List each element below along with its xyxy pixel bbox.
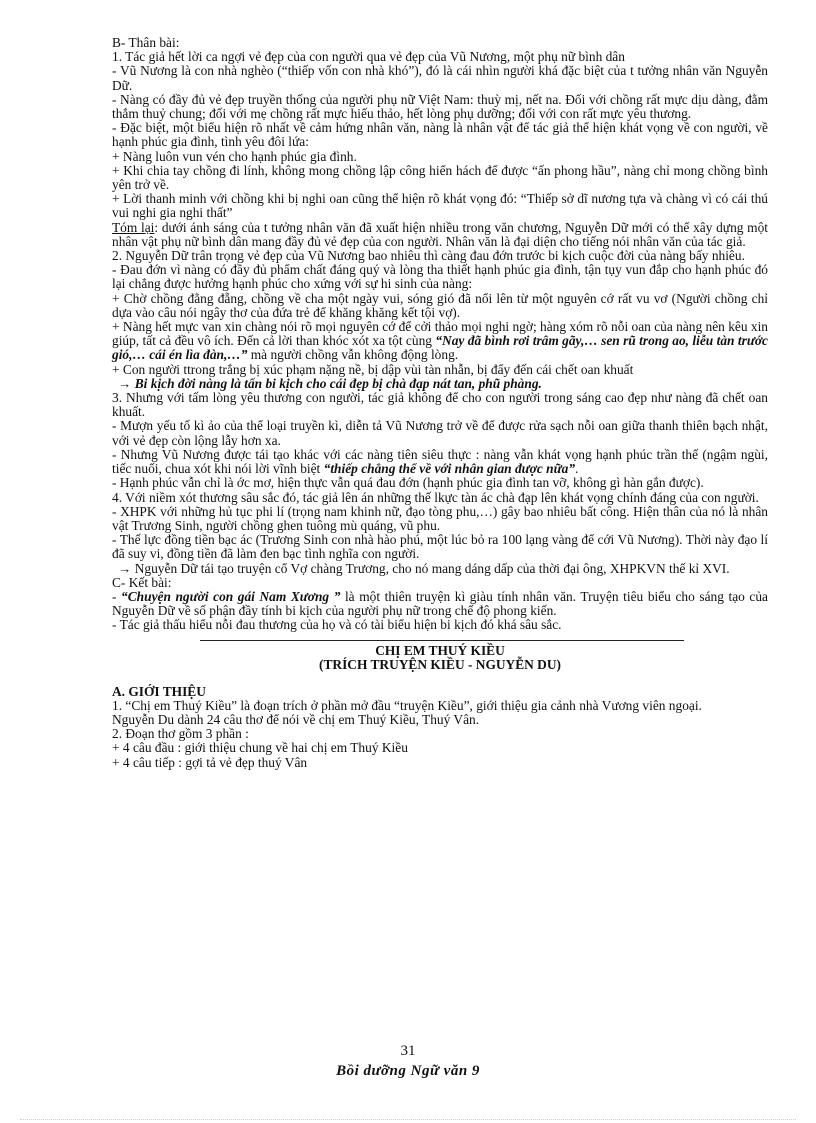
page-bottom-border (20, 1119, 796, 1120)
page-content (112, 36, 768, 770)
section-title-block (112, 644, 768, 673)
paragraph: - “Chuyện người con gái Nam Xương ” là một thiên truyện kì giàu tính nhân văn. Truyện tiêu biểu cho sáng tạo của Nguyễn Dữ về số phận đầy tính bi kịch của người phụ nữ trong chế độ phong kiến. (112, 588, 769, 619)
part-b-heading: B- Thân bài: (112, 35, 180, 50)
paragraph-text: - Nhưng Vũ Nương được tái tạo khác với các nàng tiên siêu thực : nàng vẫn khát vọng hạnh phúc trần thế (ngậm ngùi, tiếc nuối, chua xót khi nói lời vĩnh biệt (112, 446, 768, 477)
paragraph: - Thế lực đồng tiền bạc ác (Trương Sinh con nhà hào phú, một lúc bỏ ra 100 lạng vàng để cới Vũ Nương). Thời này đạo lí đã suy vi, đồng tiền đã làm đen bạc tình nghĩa con người. (112, 532, 768, 562)
paragraph: + Lời thanh minh với chồng khi bị nghi oan cũng thể hiện rõ khát vọng đó: “Thiếp sở dĩ nương tựa và chàng vì có cái thú vui nghi gia nghi thất” (112, 191, 768, 221)
paragraph: - Tác giả thấu hiểu nỗi đau thương của họ và có tài biểu hiện bi kịch đó khá sâu sắc. (112, 617, 562, 633)
paragraph: 2. Đoạn thơ gồm 3 phần : (112, 726, 249, 742)
right-arrow-icon: → (118, 375, 132, 391)
paragraph: - Vũ Nương là con nhà nghèo (“thiếp vốn con nhà khó”), đó là cái nhìn người khá đặc biệt của t tưởng nhân văn Nguyễn Dữ. (112, 63, 768, 93)
conclusion-line (112, 562, 768, 576)
right-arrow-icon: → (118, 560, 132, 576)
paragraph-text: . (575, 461, 579, 477)
paragraph: + Con người ttrong trắng bị xúc phạm nặng nề, bị dập vùi tàn nhẫn, bị đẩy đến cái chết oan khuất (112, 361, 634, 377)
summary-label: Tóm lại (112, 219, 155, 235)
section-subtitle: (TRÍCH TRUYỆN KIỀU - NGUYỄN DU) (319, 657, 561, 673)
paragraph (112, 320, 768, 363)
paragraph: Nguyễn Du dành 24 câu thơ để nói về chị em Thuý Kiều, Thuý Vân. (112, 711, 480, 727)
paragraph: + Khi chia tay chồng đi lính, không mong chồng lập công hiển hách để được “ấn phong hầu”, nàng chỉ mong chồng bình yên trở về. (112, 162, 768, 193)
conclusion-text: Bi kịch đời nàng là tấn bi kịch cho cái đẹp bị chà đạp nát tan, phũ phàng. (134, 375, 542, 391)
story-title: “Chuyện người con gái Nam Xương ” (121, 588, 341, 604)
paragraph: 4. Với niềm xót thương sâu sắc đó, tác giả lên án những thế lkực tàn ác chà đạp lên khát vọng chính đáng của con người. (112, 489, 759, 505)
section-title: CHỊ EM THUÝ KIỀU (375, 642, 505, 658)
paragraph (112, 448, 768, 476)
paragraph: - Mượn yếu tố kì ảo của thể loại truyền kì, diễn tả Vũ Nương trở về để được rửa sạch nỗi oan giữa thanh thiên bạch nhật, với vẻ đẹp còn lộng lẫy hơn xa. (112, 418, 768, 448)
paragraph: + Nàng luôn vun vén cho hạnh phúc gia đình. (112, 148, 357, 164)
summary-text: : dưới ánh sáng của t tưởng nhân văn đã xuất hiện nhiều trong văn chương, Nguyễn Dữ mới có thể xây dựng một nhân vật phụ nữ bình dân mang đầy đủ vẻ đẹp của con người. Nhân văn là đại diện cho tiếng nói nhân văn của tác giả. (112, 219, 768, 249)
paragraph: - Nàng có đầy đủ vẻ đẹp truyền thống của người phụ nữ Việt Nam: thuỳ mị, nết na. Đối với chồng rất mực dịu dàng, đằm thắm thuỷ chung; đối với mẹ chồng rất mực hiếu thảo, hết lòng phụ dưỡng; đối với con rất mực yêu thương. (112, 91, 768, 122)
paragraph: + Chờ chồng đằng đẵng, chồng về cha một ngày vui, sóng gió đã nổi lên từ một nguyên cớ rất vu vơ (Người chồng chỉ dựa vào câu nói ngây thơ của đứa trẻ để khăng khăng kết tội vợ). (112, 290, 768, 320)
paragraph: - Hạnh phúc vẫn chỉ là ớc mơ, hiện thực vẫn quá đau đớn (hạnh phúc gia đình tan vỡ, không gì hàn gắn được). (112, 475, 704, 491)
conclusion-line (112, 377, 768, 391)
paragraph: - Đặc biệt, một biểu hiện rõ nhất về cảm hứng nhân văn, nàng là nhân vật để tác giả thể hiện khát vọng về con người, về hạnh phúc gia đình, tình yêu đôi lứa: (112, 120, 768, 150)
quote-text: “Nay đã bình rơi trâm gãy,… sen rũ trong ao, liễu tàn trước gió,… cái én lìa đàn,…” (112, 333, 768, 363)
paragraph: 3. Nhưng với tấm lòng yêu thương con người, tác giả không để cho con người trong sáng cao đẹp như nàng đã chết oan khuất. (112, 390, 768, 420)
paragraph: 2. Nguyễn Dữ trân trọng vẻ đẹp của Vũ Nương bao nhiêu thì càng đau đớn trước bi kịch cuộc đời của nàng bấy nhiêu. (112, 248, 745, 264)
paragraph: - Đau đớn vì nàng có đầy đủ phẩm chất đáng quý và lòng tha thiết hạnh phúc gia đình, tận tụy vun đắp cho hạnh phúc đó lại chẳng được hưởng hạnh phúc cho xứng với sự hi sinh của nàng: (112, 262, 768, 292)
conclusion-text: Nguyễn Dữ tái tạo truyện cổ Vợ chàng Trương, cho nó mang dáng dấp của thời đại ông, XHPKVN thế kỉ XVI. (134, 560, 730, 576)
section-divider (200, 640, 684, 641)
paragraph-text: + Nàng hết mực van xin chàng nói rõ mọi nguyên cớ để cởi thảo mọi nghi ngờ; hàng xóm rõ nỗi oan của nàng nên kêu xin giúp, tất cả đều vô ích. Đến cả lời than khóc xót xa tột cùng (112, 319, 768, 349)
paragraph: 1. Tác giả hết lời ca ngợi vẻ đẹp của con người qua vẻ đẹp của Vũ Nương, một phụ nữ bình dân (112, 49, 625, 65)
page-number: 31 (400, 1043, 416, 1059)
paragraph: + 4 câu đầu : giới thiệu chung về hai chị em Thuý Kiều (112, 740, 408, 756)
paragraph-text: mà người chồng vẫn không động lòng. (247, 347, 459, 363)
paragraph: + 4 câu tiếp : gợi tả vẻ đẹp thuý Vân (112, 754, 308, 770)
part-c-heading: C- Kết bài: (112, 574, 172, 590)
paragraph-text: là một thiên truyện kì giàu tính nhân văn. Truyện tiêu biểu cho sáng tạo của Nguyễn Dữ về số phận đầy tính bi kịch của người phụ nữ trong chế độ phong kiến. (112, 588, 769, 619)
paragraph: - XHPK với những hủ tục phi lí (trọng nam khinh nữ, đạo tòng phu,…) gây bao nhiêu bất công. Hiện thân của nó là nhân vật Trương Sinh, người chồng ghen tuông mù quáng, vũ phu. (112, 503, 768, 533)
book-title: Bồi dưỡng Ngữ văn 9 (336, 1063, 480, 1079)
summary-paragraph (112, 221, 768, 249)
intro-heading: A. GIỚI THIỆU (112, 683, 206, 699)
paragraph: 1. “Chị em Thuý Kiều” là đoạn trích ở phần mở đầu “truyện Kiều”, giới thiệu gia cảnh nhà Vương viên ngoại. (112, 697, 702, 713)
quote-text: “thiếp chẳng thể về với nhân gian được nữa” (323, 461, 576, 477)
